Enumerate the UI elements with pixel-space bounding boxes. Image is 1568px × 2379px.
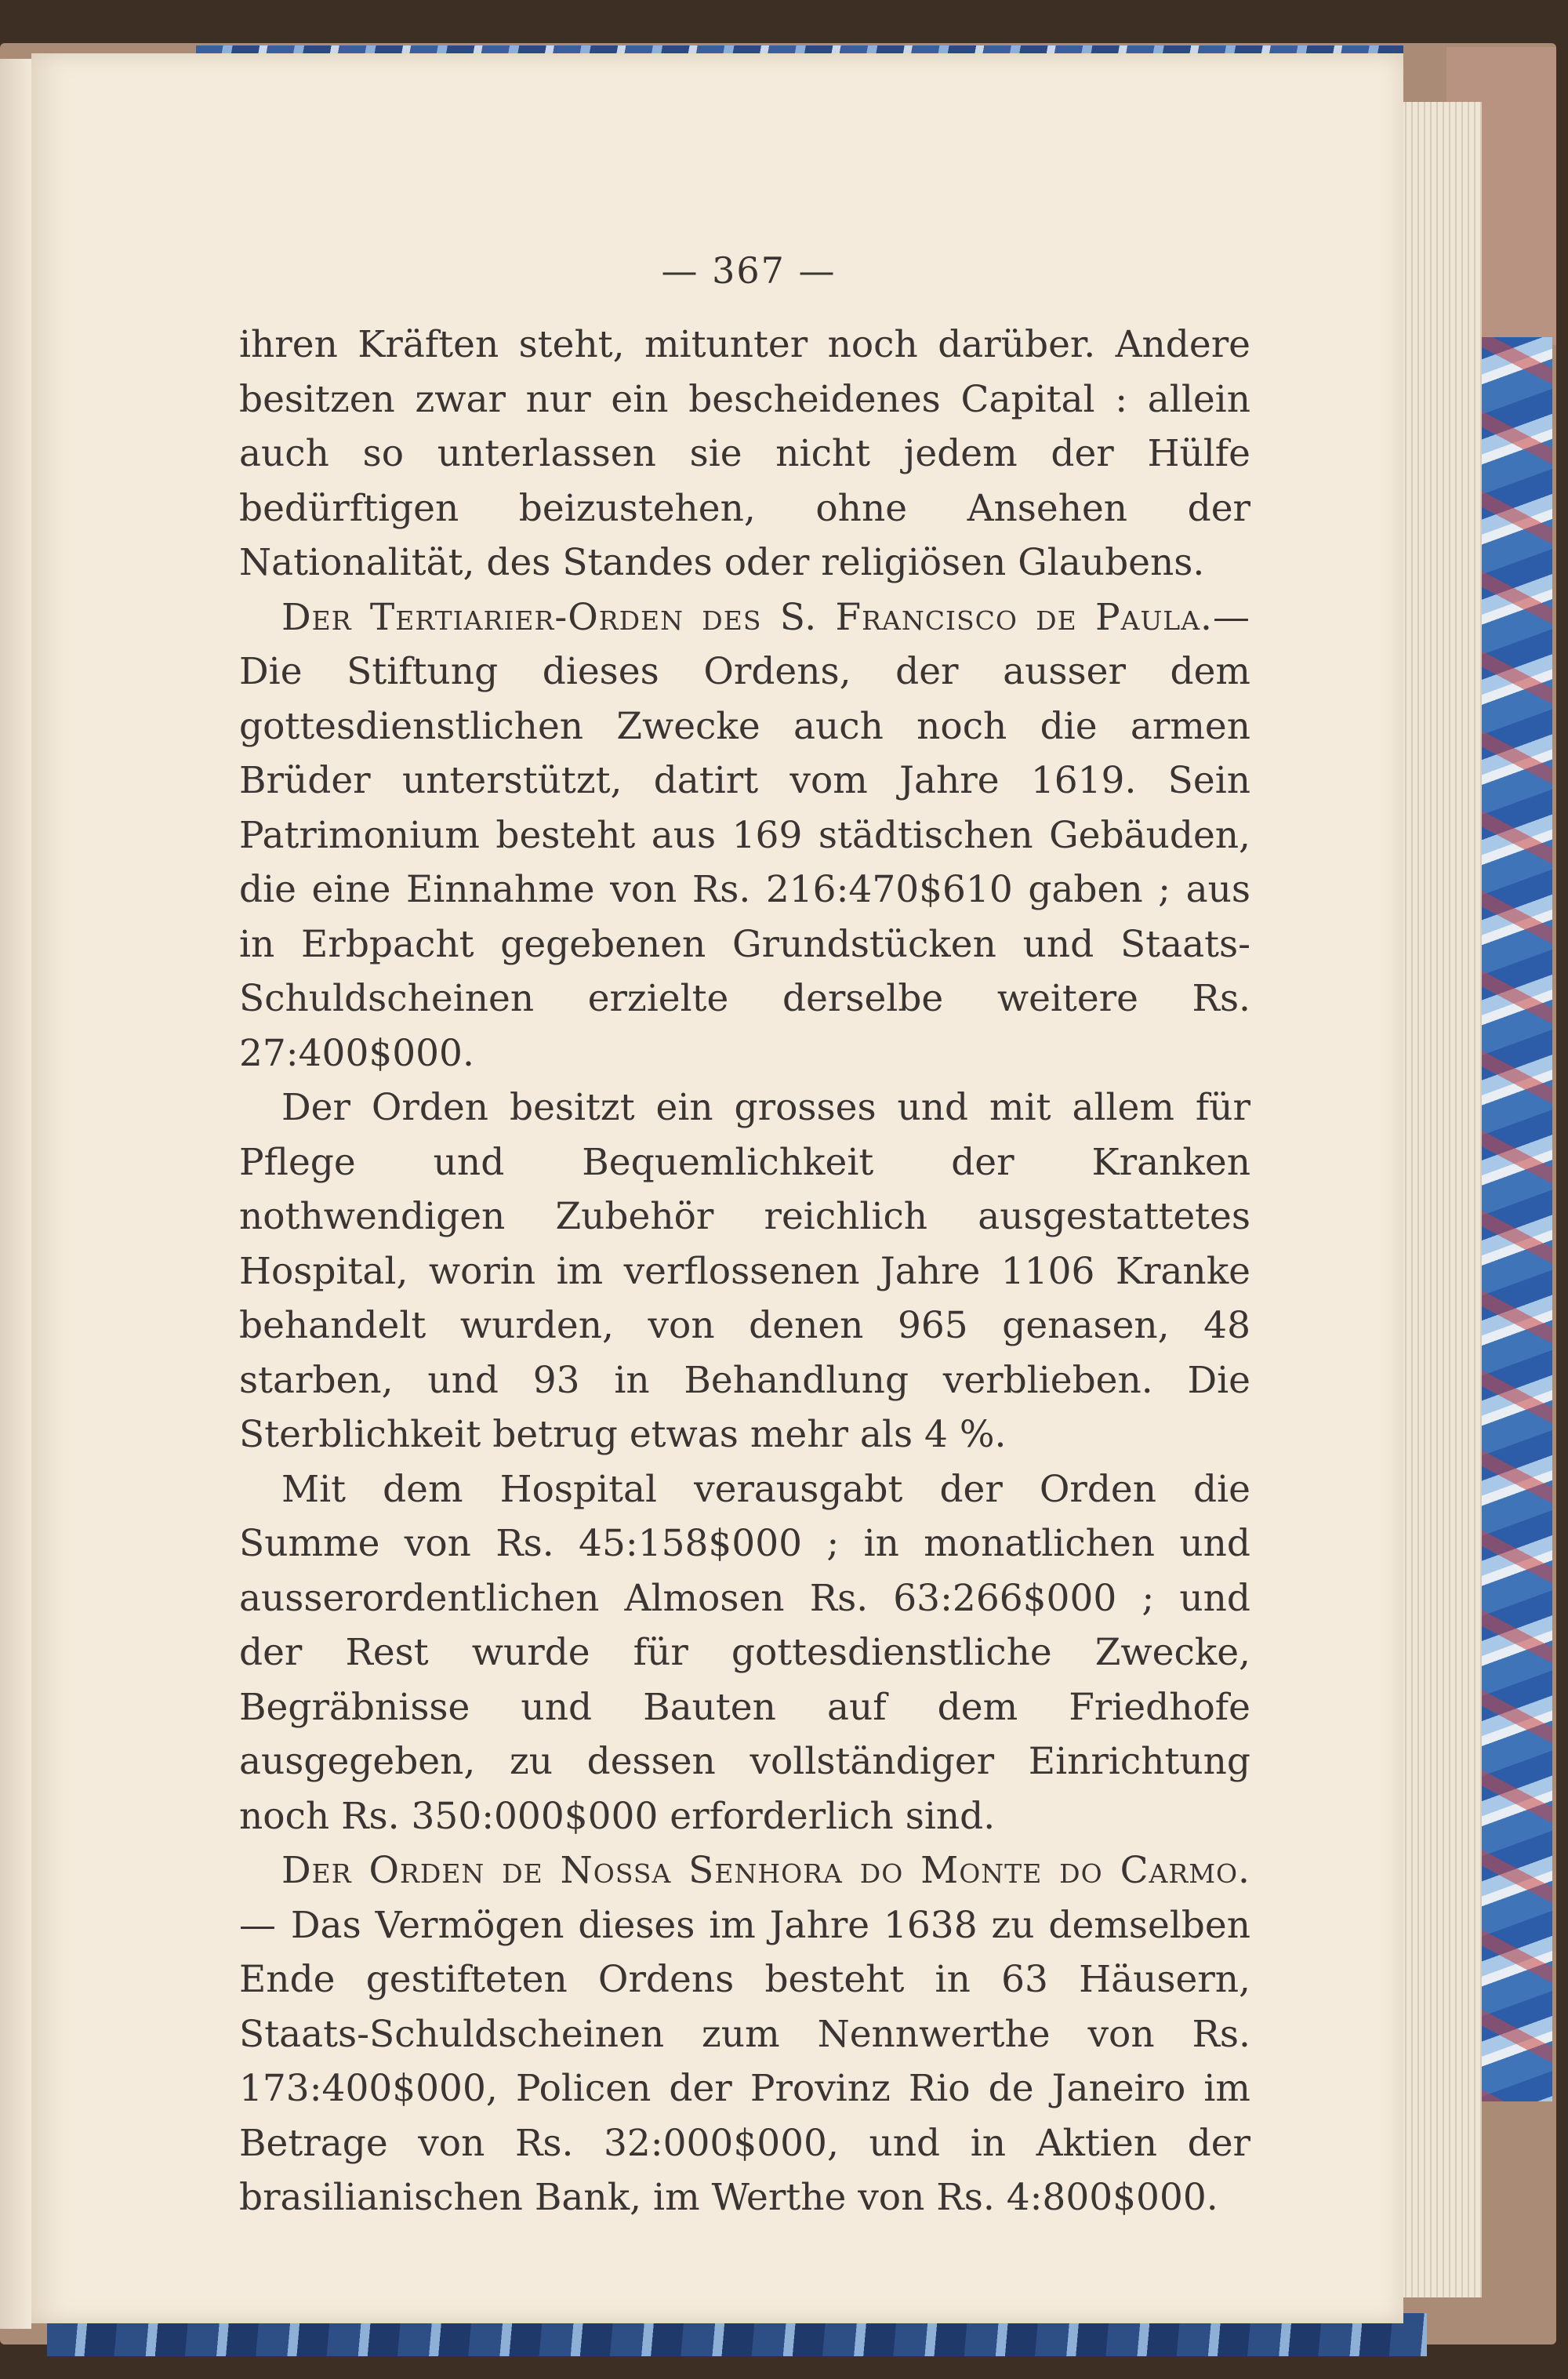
- paragraph: [239, 1462, 1250, 1844]
- section-heading: Der Tertiarier-Orden des S. Francisco de Paula.—: [281, 595, 1250, 639]
- marbled-edge-right: [1474, 337, 1552, 2101]
- paragraph-text: ihren Kräften steht, mitunter noch darüber. Andere besitzen zwar nur ein bescheidenes Capital : allein auch so unterlassen sie nicht jedem der Hülfe bedürftigen beizustehen, ohne Ansehen der Nationalität, des Standes oder religiösen Glaubens.: [239, 323, 1250, 584]
- paragraph-text: Die Stiftung dieses Ordens, der ausser dem gottesdienstlichen Zwecke auch noch die armen Brüder unterstützt, datirt vom Jahre 1619. Sein Patrimonium besteht aus 169 städtischen Gebäuden, die eine Einnahme von Rs. 216:470$610 gaben ; aus in Erbpacht gegebenen Grundstücken und Staats-Schuldscheinen erzielte derselbe weitere Rs. 27:400$000.: [239, 650, 1250, 1075]
- paragraph: [239, 318, 1250, 590]
- paragraph: [239, 590, 1250, 1081]
- paragraph-text: Das Vermögen dieses im Jahre 1638 zu demselben Ende gestifteten Ordens besteht in 63 Häusern, Staats-Schuldscheinen zum Nennwerthe von Rs. 173:400$000, Policen der Provinz Rio de Janeiro im Betrage von Rs. 32:000$000, und in Aktien der brasilianischen Bank, im Werthe von Rs. 4:800$000.: [239, 1903, 1250, 2219]
- paragraph-text: Der Orden besitzt ein grosses und mit allem für Pflege und Bequemlichkeit der Kranken nothwendigen Zubehör reichlich ausgestattetes Hospital, worin im verflossenen Jahre 1106 Kranke behandelt wurden, von denen 965 genasen, 48 starben, und 93 in Behandlung verblieben. Die Sterblichkeit betrug etwas mehr als 4 %.: [239, 1086, 1250, 1456]
- page-text: [239, 318, 1250, 2225]
- paragraph-text: Mit dem Hospital verausgabt der Orden die Summe von Rs. 45:158$000 ; in monatlichen und ausserordentlichen Almosen Rs. 63:266$000 ; und der Rest wurde für gottesdienstliche Zwecke, Begräbnisse und Bauten auf dem Friedhofe ausgegeben, zu dessen vollständiger Einrichtung noch Rs. 350:000$000 erforderlich sind.: [239, 1467, 1250, 1838]
- page-number: — 367 —: [661, 249, 837, 292]
- section-heading: Der Orden de Nossa Senhora do Monte do Carmo.—: [239, 1849, 1250, 1947]
- left-page-edge: [0, 59, 31, 2329]
- paragraph: [239, 1843, 1250, 2225]
- paragraph: [239, 1081, 1250, 1462]
